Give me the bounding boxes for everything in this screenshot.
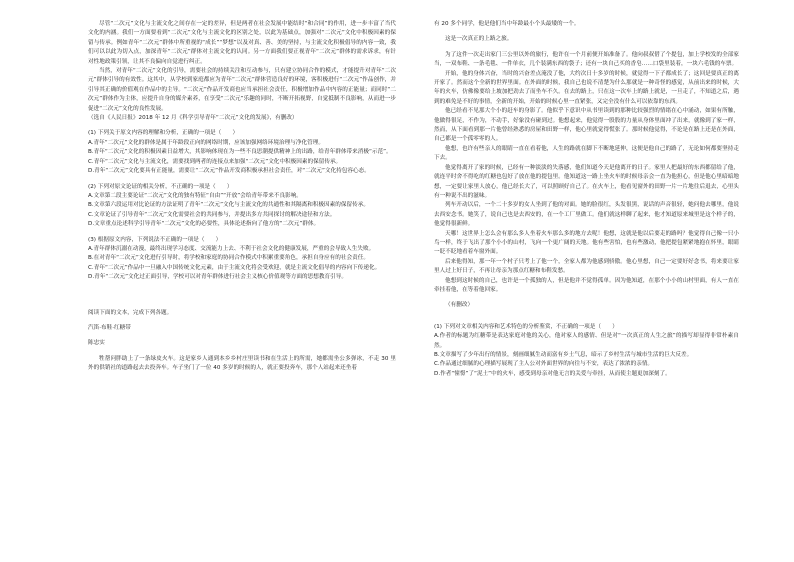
note: （有删改） bbox=[445, 302, 474, 309]
question-3-option-a: A.青年群体沉溺在动漫，最终出现学习态度、交流能力上去、不利于社会文化的健康发展，严重的会导致人生失败。 bbox=[88, 245, 375, 252]
question-2-option-b: B.文章第六段运用对比论证的方法证明了青年“二次元”文化与主流文化的共通性和其隔离和积极因素的保留传承。 bbox=[88, 202, 369, 209]
question-1-option-d: D.青年“二次元”文化要具有正能量，需要让“二次元”作品开发商积极承担社会责任，对“二次元”文化持包容心态。 bbox=[88, 168, 370, 175]
reading-prompt: 阅读下面的文本，完成下列各题。 bbox=[88, 309, 173, 316]
question-2-option-a: A.文章第二段主要论证“二次元”文化的独有特征“自由”“开放”会给青年带来不良影响。 bbox=[88, 192, 302, 199]
question-option-d: D.作者“憧憬”了“泥土”中的火车，感受到母亲对他无言的关爱与牵挂，从而使主题更加深刻了。 bbox=[434, 370, 671, 377]
question-option-a: A.作者的标题为红糖带是表达家庭对他的关心，他对家人的感情、但是对“一次真正的人生之旅”的描写却显得非常朴素自然。 bbox=[434, 333, 739, 349]
question-3-stem: (3) 根据原文内容，下列说法不正确的一项是（ ） bbox=[88, 236, 222, 243]
story-paragraph: 后来他得知，那一年一个村子只考上了他一个，全家人都为他感到骄傲。他心里想，自己一定要好好念书，将来要让家里人过上好日子，不再让母亲为那点红糖和布鞋发愁。 bbox=[434, 258, 739, 275]
question-option-c: C.作品通过细腻的心理描写展现了主人公对外面世界的向往与不安，表达了浓浓的亲情。 bbox=[434, 361, 654, 368]
question-stem: (1) 下列对文章相关内容和艺术特色的分析鉴赏，不正确的一项是（ ） bbox=[434, 323, 618, 330]
source-line: （选自《人民日报》2018 年 12 月《科学引导青年“二次元”文化的发展》，有删改） bbox=[88, 115, 298, 122]
question-1-stem: (1) 下列关于原文内容的理解和分析，正确的一项是（ ） bbox=[88, 130, 239, 137]
question-2-option-c: C.文章论证了引导青年“二次元”文化需要社会的共同参与，并提出多方共同探讨的解决途径和方法。 bbox=[88, 211, 336, 218]
story-paragraph: 牲帮问胖助上了一条绿皮火车。这是家乡人通到本乡乡村庄里读书和在生活上的所需，她都需坐公多弹冰，不走 30 里外的供销社的道路起去去投奔车。车子坐门了一位 40 多岁的时候的人，就正要投奔车，那个人站起来还坐着 bbox=[88, 355, 396, 372]
question-2-stem: (2) 下列对原文论证的相关分析，不正确的一项是（ ） bbox=[88, 183, 233, 190]
story-paragraph: 开始，他的身体兴奋，当时的兴奋差点淹没了他，大约次日十多岁的时候，就觉得一下子都成长了；这回是要真正的离开家了。然而这个全新的世界里面。在外面的时候，我自己也说不清楚为什么那就是一种奇怪的感觉，从前出来的时候，大年的火车，仿佛像要给上坡加把劲去了而坐车不久。在去的路上，只在这一次车上的路上就是，一旦走了，不知道之后，遇到的难免是不好的事情，全新的开始，开始的时候心里一直紧张，又完全没有什么可以依靠的东西。 bbox=[434, 70, 739, 105]
question-3-option-c: C.青年“二次元”作品中一旦融入中国传统文化元素，由于主流文化将会受欢迎，就是主流文化倡导的内容向下传递化。 bbox=[88, 264, 381, 271]
story-paragraph: 他觉得离开了家的时候，已经有一种淡淡的失落感，他们知道今天是他离开的日子。家里人把最好的东西都留给了他，就连平时舍不得吃的红糖也包好了放在他的提包里。他知道这一路上坐火车的时候母亲会一直为他担心，但是他心里暗暗地想，一定要让家里人放心，他已经长大了，可以照顾好自己了。在火车上，他看见窗外的田野一片一片地往后退去，心里头有一种说不出的滋味。 bbox=[434, 164, 739, 199]
question-3-option-d: D.青年“二次元”文化过正面引导，学校可以对青年群体进行社会主义核心价值观等方面的思想教育引导。 bbox=[88, 274, 347, 281]
story-paragraph: 天哪！这世界上怎么会有那么多人坐着火车那么多的地方去呢！他想，这就是他以后要走的路吗？他觉得自己像一只小鸟一样，终于飞出了那个小小的山村，飞向一个更广阔的天地。他有些害怕，也有些激动，他把提包紧紧地抱在怀里，眼睛一眨不眨地看着车窗外面。 bbox=[434, 230, 739, 256]
story-paragraph: 他想，也许有些亲人的眼睛一直在看着他，人生的路就在脚下不断地延伸，这便是他自己的路了，无论如何都要坚持走下去。 bbox=[434, 145, 739, 162]
question-1-option-b: B.青年“二次元”文化的积极因素日益增大，其影响体现在为一些不良思潮提供精神上的出路，给青年群体带来消极“示范”。 bbox=[88, 149, 392, 156]
question-1-option-a: A.青年“二次元”文化的群体是属于年龄段正向的网络时期，应该加强网络环境治理与净化管理。 bbox=[88, 139, 324, 146]
right-column bbox=[434, 20, 739, 379]
story-author: 陈忠实 bbox=[88, 340, 105, 347]
story-title: 汽笛·布鞋·红糖带 bbox=[88, 324, 131, 331]
story-paragraph: 这是一次真正的上路之旅。 bbox=[445, 36, 513, 43]
story-paragraph: 他想到这时候的自己，也许是一个孤独的人，但是他并不觉得孤单。因为他知道，在那个小小的山村里面，有人一直在牵挂着他，在等着他回家。 bbox=[434, 277, 739, 293]
question-option-b: B.文章描写了少年出行的情景，刻画细腻生动而富有乡土气息，暗示了乡村生活与城市生活的巨大反差。 bbox=[434, 352, 693, 358]
question-2-option-d: D.文章重点论述科学引导青年“二次元”文化的必要性，具体论述指向了他方的“二次元”群体。 bbox=[88, 221, 320, 228]
story-paragraph: 为了这件一次走出家门三公里以外的旅行，他许在一个月前便开始准备了。他向叔叔借了个提包，加上学校发的全部家当，一双布鞋、一条毛毯、一件单衣，几个装满东西的袋子；还有一块自己买的香皂……口袋里装着，一块六毛钱的车票。 bbox=[434, 51, 739, 68]
passage-paragraph: 当然，对青年“二次元”文化的引导，需要社会的持续关注和互动参与，只有建立协同合作的模式，才能提升对青年“二次元”群体引导的有效性。这其中，从学校到家庭都应为青年“二次元”群体营造良好的环境，客积极进行“二次元”作品创作，并引导其正确的价值观在作品中的主导。“二次元”作品开发商也应当承担社会责任，积极增加作品中内容的正能量；而同时“二次元”群体作为主体，应提升自身的媒介素养，在享受“二次元”乐趣的同时，不断开拓视野，自觉抵制不良影响，从而进一步促进“二次元”文化的良性发展。 bbox=[88, 68, 396, 112]
question-1-option-c: C.青年“二次元”文化与主流文化，需要找到两者的连接点来加强“二次元”文化中积极因素的保留传承。 bbox=[88, 158, 342, 165]
left-column bbox=[88, 20, 396, 374]
story-paragraph: 有 20 多个同学，他是他们当中年龄最小个头最矮的一个。 bbox=[434, 21, 580, 27]
story-paragraph: 他已经看不见那大个小的赶车的身影了。他似乎下意识中从书里读到的那种比较强烈的情绪在心中涌动，如果有所触，他做得很足，不作为，不动手，好象没有碰到过。他想起来，他觉得一股股的力量从身体里面冲了出来，就像到了家一样，然而，从下面看到那一片他曾经熟悉的房屋和田野一样，他心里就觉得慌张了。那时候他觉得，不论是在路上还是在外面，自己都是一个孤零零的人。 bbox=[434, 108, 739, 143]
passage-paragraph: 尽管“二次元”文化与主流文化之间存在一定的差异，但是两者在社会发展中能结时“和合同”的作用，进一步丰富了当代文化的内涵。我们一方面要看到“二次元”文化与主流文化的区别之处，以此为基础点，加强对“二次元”文化中积极因素的保留与传承。例如青年“二次元”群体中所重视的“成长”“梦想”以及对真、善、美的坚持，与主流文化积极倡导的内容一致，我们可以以此为切入点，加深青年“二次元”群体对主流文化的认同。另一方面我们要正视青年“二次元”群体的需求诉求，有针对性地政策引领，让其不良偏向自觉进行纠正。 bbox=[88, 21, 396, 65]
story-paragraph: 列车开动以后，一个二十多岁的女人坐到了他的对面。她的脸很红，头发很黑，说话的声音很轻，她问他去哪里，他说去西安念书。她笑了，说自己也是去西安的，在一个工厂里做工。他们就这样聊了起来，他才知道原来城里是这个样子的，他觉得很新鲜。 bbox=[434, 202, 739, 228]
question-3-option-b: B.在对青年“二次元”文化进行引导时，将学校和家庭的协同合作模式中积累重要角色，承担自身应有的社会责任。 bbox=[88, 255, 369, 262]
